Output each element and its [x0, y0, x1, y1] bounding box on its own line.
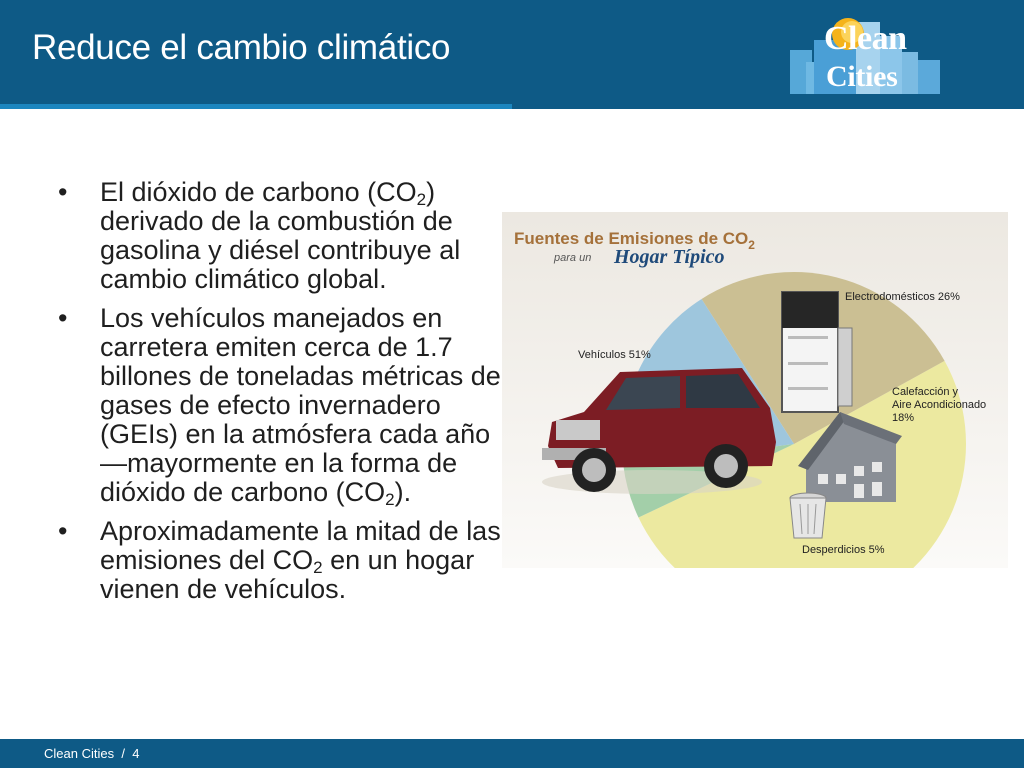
header-rule-tail [512, 104, 1024, 109]
label-calefaccion-line3: 18% [892, 412, 915, 424]
label-vehiculos: Vehículos 51% [578, 349, 651, 361]
header-rule [0, 104, 1024, 109]
clean-cities-logo [784, 10, 948, 98]
bullet-item: • Aproximadamente la mitad de las emisiones del $CO_2$ en un hogar vienen de vehículos. [58, 516, 501, 604]
footer-text [44, 746, 139, 761]
bullet-item: • Los vehículos manejados en carretera emiten cerca de 1.7 billones de toneladas métricas de gases de efecto invernadero (GEIs) en la atmósfera cada año—mayormente en la forma de dióxido de carbono $(CO_2)$. [58, 303, 501, 509]
trash-can-icon [790, 493, 826, 538]
figure-subtitle-pre: para un [554, 252, 592, 264]
bullet-glyph: • [58, 303, 68, 333]
footer-brand: Clean Cities [44, 746, 115, 761]
page-number: 4 [132, 746, 140, 761]
label-electrodomesticos: Electrodomésticos 26% [845, 291, 960, 303]
bullet-glyph: • [58, 177, 68, 207]
figure-title: Fuentes de Emisiones de $CO_2$ [514, 229, 755, 252]
bullet-glyph: • [58, 516, 68, 546]
logo-word-cities: Cities [826, 60, 898, 93]
slide-title: Reduce el cambio climático [32, 28, 451, 67]
footer-band [0, 739, 1024, 768]
figure-subtitle: Hogar Típico [614, 246, 725, 268]
emissions-figure [502, 212, 1008, 568]
label-calefaccion-line1: Calefacción y [892, 386, 959, 398]
label-calefaccion-line2: Aire Acondicionado [892, 399, 987, 411]
label-desperdicios: Desperdicios 5% [802, 544, 885, 556]
emissions-pie-chart [502, 212, 1008, 568]
bullet-list [58, 178, 508, 614]
logo-word-clean: Clean [824, 20, 907, 57]
bullet-item: • El dióxido de carbono $(CO_2)$ derivado de la combustión de gasolina y diésel contribuye al cambio climático global. [58, 177, 461, 294]
footer-separator: / [121, 746, 125, 761]
